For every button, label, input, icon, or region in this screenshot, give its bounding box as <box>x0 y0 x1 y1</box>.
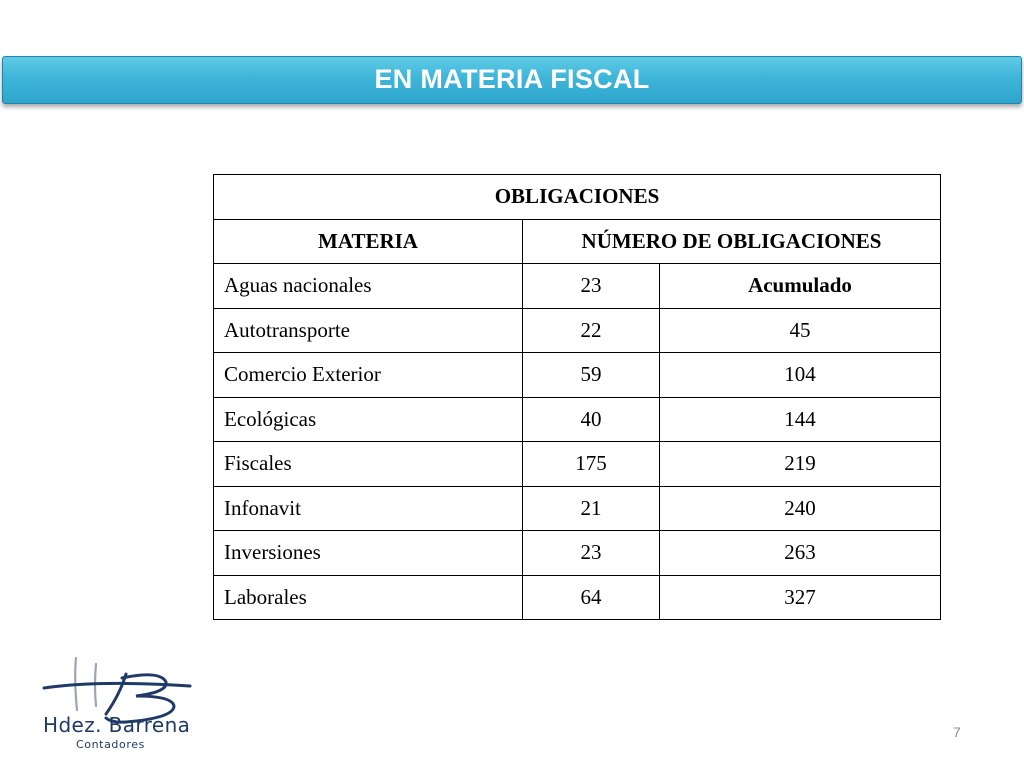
cell-numero: 23 <box>523 264 660 309</box>
table-row <box>214 397 941 442</box>
cell-materia: Aguas nacionales <box>214 264 523 309</box>
hb-monogram-logo <box>40 652 205 752</box>
table-row <box>214 353 941 398</box>
cell-acumulado: 263 <box>660 531 941 576</box>
cell-numero: 21 <box>523 486 660 531</box>
cell-materia: Inversiones <box>214 531 523 576</box>
cell-materia: Autotransporte <box>214 308 523 353</box>
cell-numero: 40 <box>523 397 660 442</box>
table-caption: OBLIGACIONES <box>214 175 941 220</box>
header-numero-obligaciones: NÚMERO DE OBLIGACIONES <box>523 219 941 264</box>
cell-numero: 23 <box>523 531 660 576</box>
logo-subtitle: Contadores <box>76 738 145 751</box>
cell-acumulado: 144 <box>660 397 941 442</box>
table-row <box>214 264 941 309</box>
page-number: 7 <box>953 724 961 740</box>
table-header-row <box>214 219 941 264</box>
table-row <box>214 531 941 576</box>
cell-materia: Laborales <box>214 575 523 620</box>
cell-acumulado: 240 <box>660 486 941 531</box>
cell-acumulado: 219 <box>660 442 941 487</box>
cell-acumulado: 327 <box>660 575 941 620</box>
table-row <box>214 486 941 531</box>
slide-title: EN MATERIA FISCAL <box>374 64 650 94</box>
obligations-table <box>213 174 941 620</box>
cell-numero: 59 <box>523 353 660 398</box>
cell-numero: 22 <box>523 308 660 353</box>
cell-acumulado: 104 <box>660 353 941 398</box>
table-row <box>214 308 941 353</box>
header-materia: MATERIA <box>214 219 523 264</box>
cell-acumulado-header: Acumulado <box>660 264 941 309</box>
logo-name: Hdez. Barrena <box>43 713 191 737</box>
table-row <box>214 442 941 487</box>
cell-acumulado: 45 <box>660 308 941 353</box>
cell-numero: 175 <box>523 442 660 487</box>
title-bar <box>2 56 1022 104</box>
cell-materia: Ecológicas <box>214 397 523 442</box>
cell-materia: Infonavit <box>214 486 523 531</box>
table-caption-row <box>214 175 941 220</box>
cell-numero: 64 <box>523 575 660 620</box>
cell-materia: Fiscales <box>214 442 523 487</box>
cell-materia: Comercio Exterior <box>214 353 523 398</box>
table-row <box>214 575 941 620</box>
